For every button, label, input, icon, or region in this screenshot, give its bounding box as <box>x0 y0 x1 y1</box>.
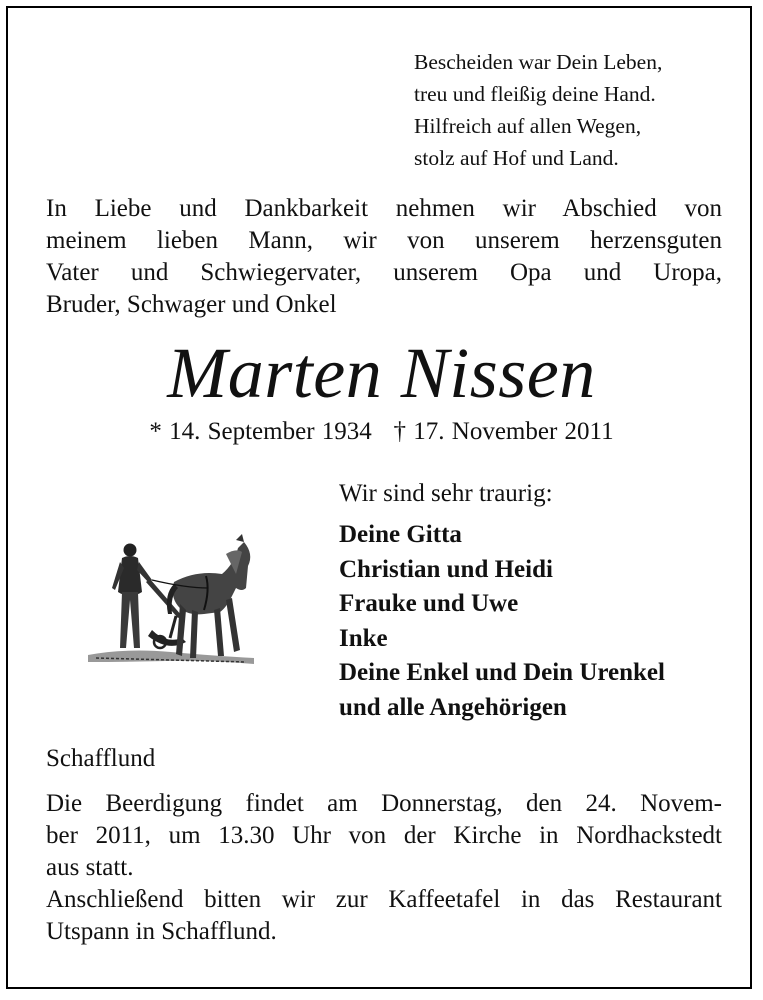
mourner-name: Inke <box>339 624 388 652</box>
intro-line: Bruder, Schwager und Onkel <box>46 291 337 318</box>
intro-line: meinem lieben Mann, wir von unserem herzensguten <box>46 227 722 254</box>
intro-line: In Liebe und Dankbarkeit nehmen wir Abschied von <box>46 195 722 222</box>
poem-line: Hilfreich auf allen Wegen, <box>414 114 642 138</box>
poem <box>414 46 662 174</box>
mourner-name: Deine Gitta <box>339 521 462 548</box>
birth-date: * 14. September 1934 <box>149 418 372 445</box>
intro-line: Vater und Schwiegervater, unserem Opa und Uropa, <box>46 259 722 286</box>
mourners-label: Wir sind sehr traurig: <box>339 480 553 507</box>
funeral-line: aus statt. <box>46 854 134 881</box>
funeral-line: Anschließend bitten wir zur Kaffeetafel in das Restaurant <box>46 886 722 913</box>
poem-line: Bescheiden war Dein Leben, <box>414 50 663 74</box>
place-name: Schafflund <box>46 745 156 772</box>
intro-text <box>46 193 722 321</box>
mourner-name: und alle Angehörigen <box>339 693 567 721</box>
poem-line: stolz auf Hof und Land. <box>414 146 619 170</box>
life-dates <box>0 416 763 448</box>
deceased-name: Marten Nissen <box>167 333 596 413</box>
mourner-name: Christian und Heidi <box>339 555 553 583</box>
funeral-details <box>46 788 722 948</box>
mourner-name: Frauke und Uwe <box>339 590 519 617</box>
funeral-line: Die Beerdigung findet am Donnerstag, den 24. Novem- <box>46 790 722 817</box>
death-date: † 17. November 2011 <box>393 418 614 445</box>
funeral-line: ber 2011, um 13.30 Uhr von der Kirche in Nordhackstedt <box>46 822 722 849</box>
funeral-line: Utspann in Schafflund. <box>46 918 277 945</box>
farmer-plowing-with-horse-illustration <box>86 530 256 690</box>
mourners-list <box>339 518 665 725</box>
poem-line: treu und fleißig deine Hand. <box>414 82 656 106</box>
mourner-name: Deine Enkel und Dein Urenkel <box>339 659 665 686</box>
